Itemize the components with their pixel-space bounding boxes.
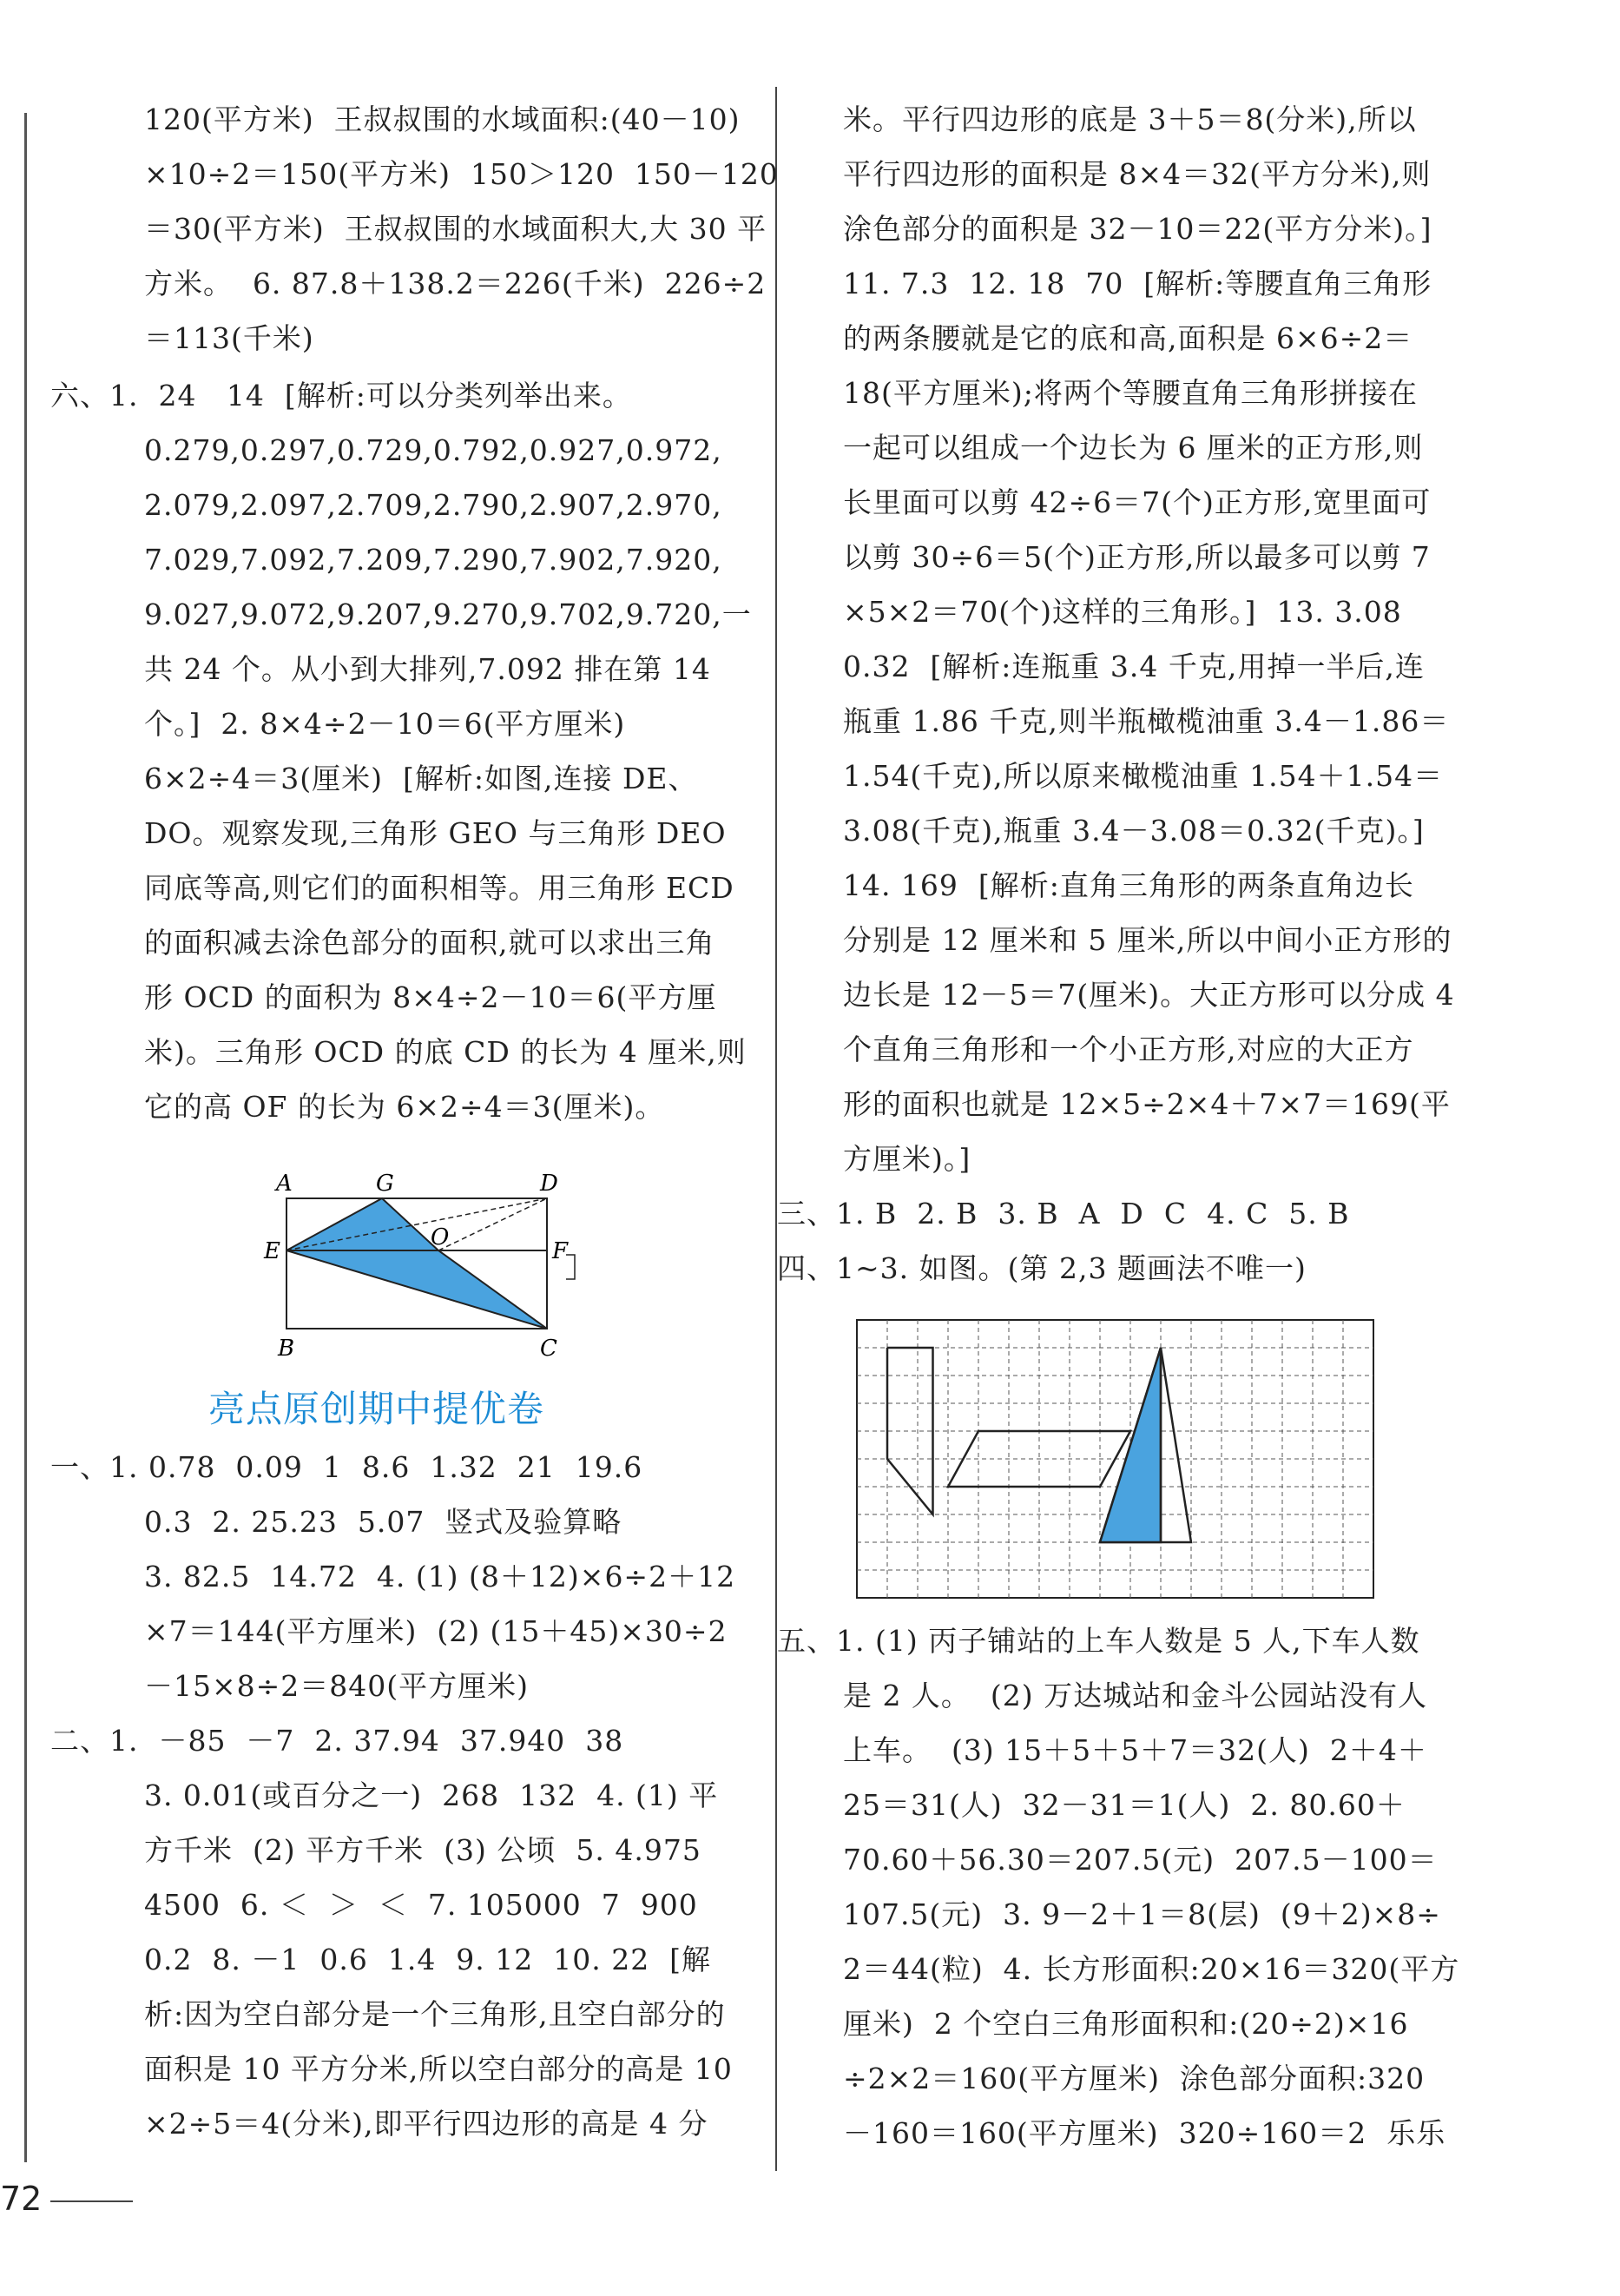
text-line: 上车。 (3) 15＋5＋5＋7＝32(人) 2＋4＋ xyxy=(803,1733,1427,1767)
text-line: ＝113(千米) xyxy=(104,321,314,355)
label-A: A xyxy=(276,1171,293,1197)
label-D: D xyxy=(540,1171,558,1197)
text-line: 是 2 人。 (2) 万达城站和金斗公园站没有人 xyxy=(803,1679,1428,1712)
text-line: 3.08(千克),瓶重 3.4－3.08＝0.32(千克)。] xyxy=(803,814,1425,848)
text-line: 形 OCD 的面积为 8×4÷2－10＝6(平方厘 xyxy=(104,980,717,1014)
text-line: 0.3 2. 25.23 5.07 竖式及验算略 xyxy=(104,1505,622,1539)
text-line: 方米。 6. 87.8＋138.2＝226(千米) 226÷2 xyxy=(104,267,767,300)
label-G: G xyxy=(376,1171,394,1197)
text-line: ×7＝144(平方厘米) (2) (15＋45)×30÷2 xyxy=(104,1614,728,1648)
text-line: 同底等高,则它们的面积相等。用三角形 ECD xyxy=(104,871,734,905)
text-line: 11. 7.3 12. 18 70 [解析:等腰直角三角形 xyxy=(803,267,1432,300)
label-O: O xyxy=(431,1224,450,1250)
text-line: 米。平行四边形的底是 3＋5＝8(分米),所以 xyxy=(803,102,1417,136)
text-line: 1.54(千克),所以原来橄榄油重 1.54＋1.54＝ xyxy=(803,759,1444,793)
label-B: B xyxy=(278,1336,295,1362)
label-E: E xyxy=(264,1238,280,1264)
text-line: 的两条腰就是它的底和高,面积是 6×6÷2＝ xyxy=(803,321,1413,355)
text-line: 涂色部分的面积是 32－10＝22(平方分米)。] xyxy=(803,212,1432,246)
text-line: 平行四边形的面积是 8×4＝32(平方分米),则 xyxy=(803,157,1432,191)
label-C: C xyxy=(540,1336,557,1362)
page-edge-rule xyxy=(24,113,27,2162)
text-line: 2＝44(粒) 4. 长方形面积:20×16＝320(平方 xyxy=(803,1952,1460,1986)
text-line: ×5×2＝70(个)这样的三角形。] 13. 3.08 xyxy=(803,595,1402,629)
text-line: 14. 169 [解析:直角三角形的两条直角边长 xyxy=(803,868,1414,902)
text-line: 二、1. －85 －7 2. 37.94 37.940 38 xyxy=(50,1724,624,1758)
text-line: 形的面积也就是 12×5÷2×4＋7×7＝169(平 xyxy=(803,1087,1451,1121)
text-line: 它的高 OF 的长为 6×2÷4＝3(厘米)。 xyxy=(104,1090,665,1124)
text-line: 米)。三角形 OCD 的底 CD 的长为 4 厘米,则 xyxy=(104,1035,747,1069)
text-line: 一起可以组成一个边长为 6 厘米的正方形,则 xyxy=(803,431,1424,465)
text-line: 以剪 30÷6＝5(个)正方形,所以最多可以剪 7 xyxy=(803,540,1431,574)
text-line: 方厘米)。] xyxy=(803,1142,971,1176)
text-line: 3. 82.5 14.72 4. (1) (8＋12)×6÷2＋12 xyxy=(104,1560,736,1593)
page-number: 72 xyxy=(0,2180,43,2218)
text-line: 70.60＋56.30＝207.5(元) 207.5－100＝ xyxy=(803,1843,1438,1877)
text-line: 25＝31(人) 32－31＝1(人) 2. 80.60＋ xyxy=(803,1788,1406,1822)
text-line: 0.32 [解析:连瓶重 3.4 千克,用掉一半后,连 xyxy=(803,650,1425,683)
column-divider xyxy=(775,87,777,2171)
text-line: 四、1~3. 如图。(第 2,3 题画法不唯一) xyxy=(777,1251,1307,1285)
text-line: 共 24 个。从小到大排列,7.092 排在第 14 xyxy=(104,652,711,686)
text-line: 边长是 12－5＝7(厘米)。大正方形可以分成 4 xyxy=(803,978,1455,1012)
text-line: 0.279,0.297,0.729,0.792,0.927,0.972, xyxy=(104,433,722,467)
text-line: 三、1. B 2. B 3. B A D C 4. C 5. B xyxy=(777,1197,1350,1230)
text-line: 个。] 2. 8×4÷2－10＝6(平方厘米) xyxy=(104,707,626,741)
text-line: 0.2 8. －1 0.6 1.4 9. 12 10. 22 [解 xyxy=(104,1943,712,1976)
text-line: 4500 6. ＜ ＞ ＜ 7. 105000 7 900 xyxy=(104,1888,698,1922)
text-line: －160＝160(平方厘米) 320÷160＝2 乐乐 xyxy=(803,2116,1446,2150)
text-line: 3. 0.01(或百分之一) 268 132 4. (1) 平 xyxy=(104,1778,719,1812)
text-line: 分别是 12 厘米和 5 厘米,所以中间小正方形的 xyxy=(803,923,1452,957)
shape-trapezoid xyxy=(887,1348,933,1514)
text-line: ×10÷2＝150(平方米) 150＞120 150－120 xyxy=(104,157,779,191)
text-line: 2.079,2.097,2.709,2.790,2.907,2.970, xyxy=(104,488,722,522)
text-line: 9.027,9.072,9.207,9.270,9.702,9.720,一 xyxy=(104,597,752,631)
label-F: F xyxy=(552,1238,569,1264)
text-line: 方千米 (2) 平方千米 (3) 公顷 5. 4.975 xyxy=(104,1833,701,1867)
text-line: ＝30(平方米) 王叔叔围的水域面积大,大 30 平 xyxy=(104,212,767,246)
text-line: 面积是 10 平方分米,所以空白部分的高是 10 xyxy=(104,2052,733,2086)
text-line: 六、1. 24 14 [解析:可以分类列举出来。 xyxy=(50,379,632,412)
grid-figure xyxy=(855,1318,1376,1607)
text-line: 个直角三角形和一个小正方形,对应的大正方 xyxy=(803,1033,1414,1066)
dashed-line-OD xyxy=(438,1198,547,1250)
text-line: 析:因为空白部分是一个三角形,且空白部分的 xyxy=(104,1997,726,2031)
page-number-rule xyxy=(50,2200,133,2202)
section-title: 亮点原创期中提优卷 xyxy=(208,1388,545,1430)
text-line: 瓶重 1.86 千克,则半瓶橄榄油重 3.4－1.86＝ xyxy=(803,704,1450,738)
text-line: 五、1. (1) 丙子铺站的上车人数是 5 人,下车人数 xyxy=(777,1624,1420,1658)
text-line: 120(平方米) 王叔叔围的水域面积:(40－10) xyxy=(104,102,741,136)
text-line: 7.029,7.092,7.209,7.290,7.902,7.920, xyxy=(104,543,722,577)
text-line: ×2÷5＝4(分米),即平行四边形的高是 4 分 xyxy=(104,2107,708,2141)
text-line: 18(平方厘米);将两个等腰直角三角形拼接在 xyxy=(803,376,1418,410)
text-line: 厘米) 2 个空白三角形面积和:(20÷2)×16 xyxy=(803,2007,1409,2041)
text-line: ÷2×2＝160(平方厘米) 涂色部分面积:320 xyxy=(803,2062,1426,2095)
text-line: 6×2÷4＝3(厘米) [解析:如图,连接 DE、 xyxy=(104,762,698,795)
text-line: 长里面可以剪 42÷6＝7(个)正方形,宽里面可 xyxy=(803,485,1432,519)
geometry-figure xyxy=(252,1168,599,1368)
text-line: 107.5(元) 3. 9－2＋1＝8(层) (9＋2)×8÷ xyxy=(803,1897,1441,1931)
shaded-triangle-EOC xyxy=(286,1250,547,1329)
text-line: －15×8÷2＝840(平方厘米) xyxy=(104,1669,529,1703)
text-line: DO。观察发现,三角形 GEO 与三角形 DEO xyxy=(104,816,727,850)
text-line: 的面积减去涂色部分的面积,就可以求出三角 xyxy=(104,926,715,960)
text-line: 一、1. 0.78 0.09 1 8.6 1.32 21 19.6 xyxy=(50,1450,643,1484)
